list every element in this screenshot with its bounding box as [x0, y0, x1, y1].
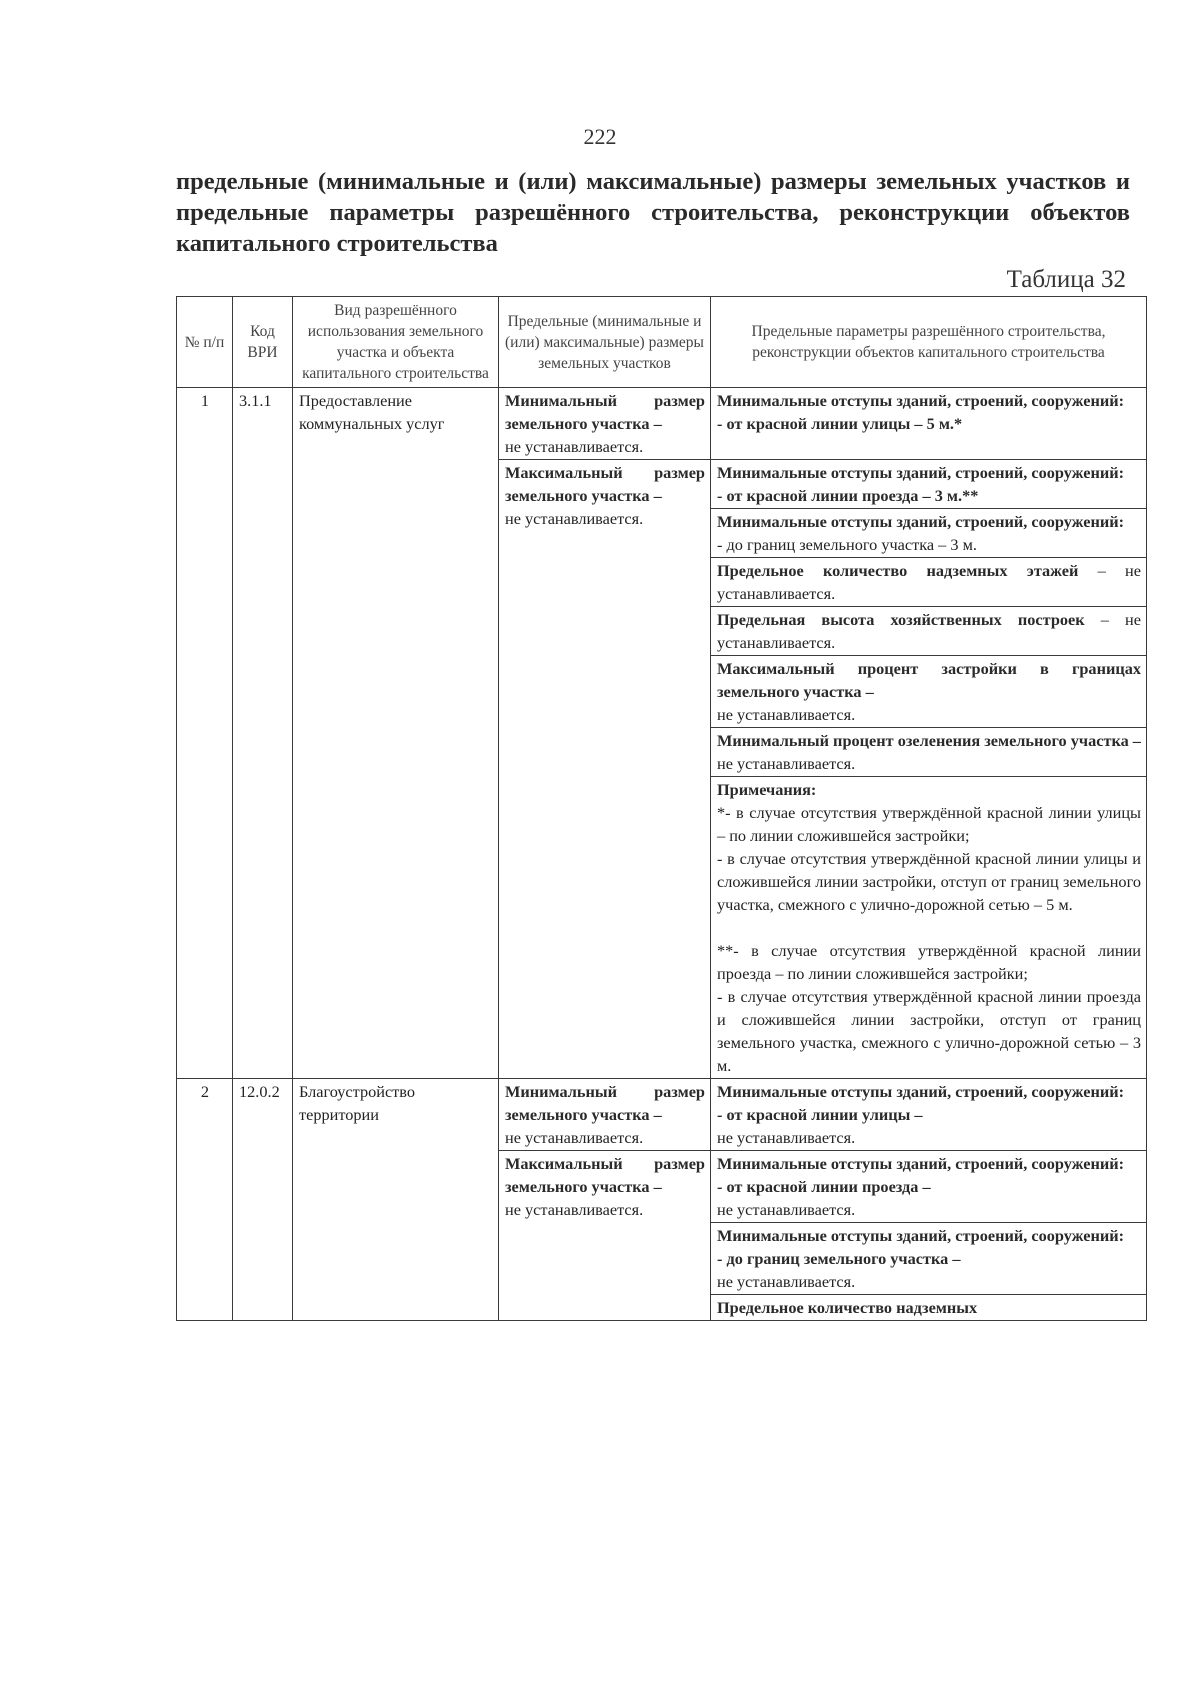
- param-cell: [711, 1295, 1147, 1321]
- param-cell: [711, 558, 1147, 607]
- param-value: не устанавливается.: [717, 1272, 856, 1291]
- param-label: Минимальные отступы зданий, строений, сооружений:: [717, 391, 1125, 410]
- max-size-cell: [499, 460, 711, 1079]
- param-value-bold: - от красной линии проезда –: [717, 1177, 931, 1196]
- param-label: Предельное количество надземных: [717, 1298, 978, 1317]
- param-label: Предельная высота хозяйственных построек: [717, 610, 1085, 629]
- min-size-label: Минимальный размер земельного участка –: [505, 1082, 705, 1124]
- max-size-label: Максимальный размер земельного участка –: [505, 1154, 705, 1196]
- notes-cell: [711, 777, 1147, 1079]
- param-cell: [711, 1223, 1147, 1295]
- param-label: Минимальные отступы зданий, строений, сооружений:: [717, 512, 1125, 531]
- row-number: 2: [177, 1079, 233, 1321]
- param-value-bold: - от красной линии улицы –: [717, 1105, 923, 1124]
- header-num: № п/п: [177, 297, 233, 388]
- param-label: Минимальные отступы зданий, строений, сооружений:: [717, 463, 1125, 482]
- param-label: Предельное количество надземных этажей: [717, 561, 1079, 580]
- row-number: 1: [177, 388, 233, 1079]
- header-code: Код ВРИ: [233, 297, 293, 388]
- param-value: не устанавливается.: [717, 1200, 856, 1219]
- header-size: Предельные (минимальные и (или) максимальные) размеры земельных участков: [499, 297, 711, 388]
- param-cell: [711, 728, 1147, 777]
- table-header-row: [177, 297, 1147, 388]
- header-params: Предельные параметры разрешённого строительства, реконструкции объектов капитального строительства: [711, 297, 1147, 388]
- param-value: не устанавливается.: [717, 754, 856, 773]
- param-value: не устанавливается.: [717, 1128, 856, 1147]
- param-cell: [711, 656, 1147, 728]
- param-cell: [711, 509, 1147, 558]
- param-cell: [711, 388, 1147, 460]
- param-value: не устанавливается.: [717, 705, 856, 724]
- min-size-label: Минимальный размер земельного участка –: [505, 391, 705, 433]
- min-size-cell: [499, 1079, 711, 1151]
- row-code: 3.1.1: [233, 388, 293, 1079]
- param-cell: [711, 1079, 1147, 1151]
- regulations-table: [176, 296, 1147, 1321]
- param-value: – не устанавливается.: [717, 561, 1141, 603]
- notes-title: Примечания:: [717, 780, 817, 799]
- param-value: - до границ земельного участка – 3 м.: [717, 535, 977, 554]
- row-code: 12.0.2: [233, 1079, 293, 1321]
- param-value-bold: - до границ земельного участка –: [717, 1249, 961, 1268]
- table-row: [177, 388, 1147, 460]
- page-number: 222: [583, 124, 617, 149]
- note-line: - в случае отсутствия утверждённой красной линии проезда и сложившейся линии застройки, отступ от границ земельного участка, смежного с улично-дорожной сетью – 3 м.: [717, 987, 1141, 1075]
- document-heading: предельные (минимальные и (или) максимальные) размеры земельных участков и предельные параметры разрешённого строительства, реконструкции объектов капитального строительства: [176, 168, 1130, 257]
- param-value: - от красной линии проезда – 3 м.**: [717, 486, 979, 505]
- param-value: – не устанавливается.: [717, 610, 1141, 652]
- max-size-value: не устанавливается.: [505, 1200, 644, 1219]
- param-label: Минимальные отступы зданий, строений, сооружений:: [717, 1082, 1125, 1101]
- min-size-value: не устанавливается.: [505, 437, 644, 456]
- note-line: - в случае отсутствия утверждённой красной линии улицы и сложившейся линии застройки, отступ от границ земельного участка, смежного с улично-дорожной сетью – 5 м.: [717, 849, 1141, 914]
- param-cell: [711, 607, 1147, 656]
- row-use: Предоставление коммунальных услуг: [293, 388, 499, 1079]
- max-size-value: не устанавливается.: [505, 509, 644, 528]
- note-line: **- в случае отсутствия утверждённой красной линии проезда – по линии сложившейся застройки;: [717, 941, 1141, 983]
- table-caption: Таблица 32: [1006, 266, 1126, 293]
- param-label: Минимальный процент озеленения земельного участка –: [717, 731, 1141, 750]
- param-label: Минимальные отступы зданий, строений, сооружений:: [717, 1226, 1125, 1245]
- header-use: Вид разрешённого использования земельного участка и объекта капитального строительства: [293, 297, 499, 388]
- max-size-label: Максимальный размер земельного участка –: [505, 463, 705, 505]
- param-label: Максимальный процент застройки в границах земельного участка –: [717, 659, 1141, 701]
- param-cell: [711, 460, 1147, 509]
- max-size-cell: [499, 1151, 711, 1321]
- table-row: [177, 1079, 1147, 1151]
- param-label: Минимальные отступы зданий, строений, сооружений:: [717, 1154, 1125, 1173]
- note-line: *- в случае отсутствия утверждённой красной линии улицы – по линии сложившейся застройки;: [717, 803, 1141, 845]
- row-use: Благоустройство территории: [293, 1079, 499, 1321]
- param-cell: [711, 1151, 1147, 1223]
- min-size-value: не устанавливается.: [505, 1128, 644, 1147]
- param-value: - от красной линии улицы – 5 м.*: [717, 414, 963, 433]
- min-size-cell: [499, 388, 711, 460]
